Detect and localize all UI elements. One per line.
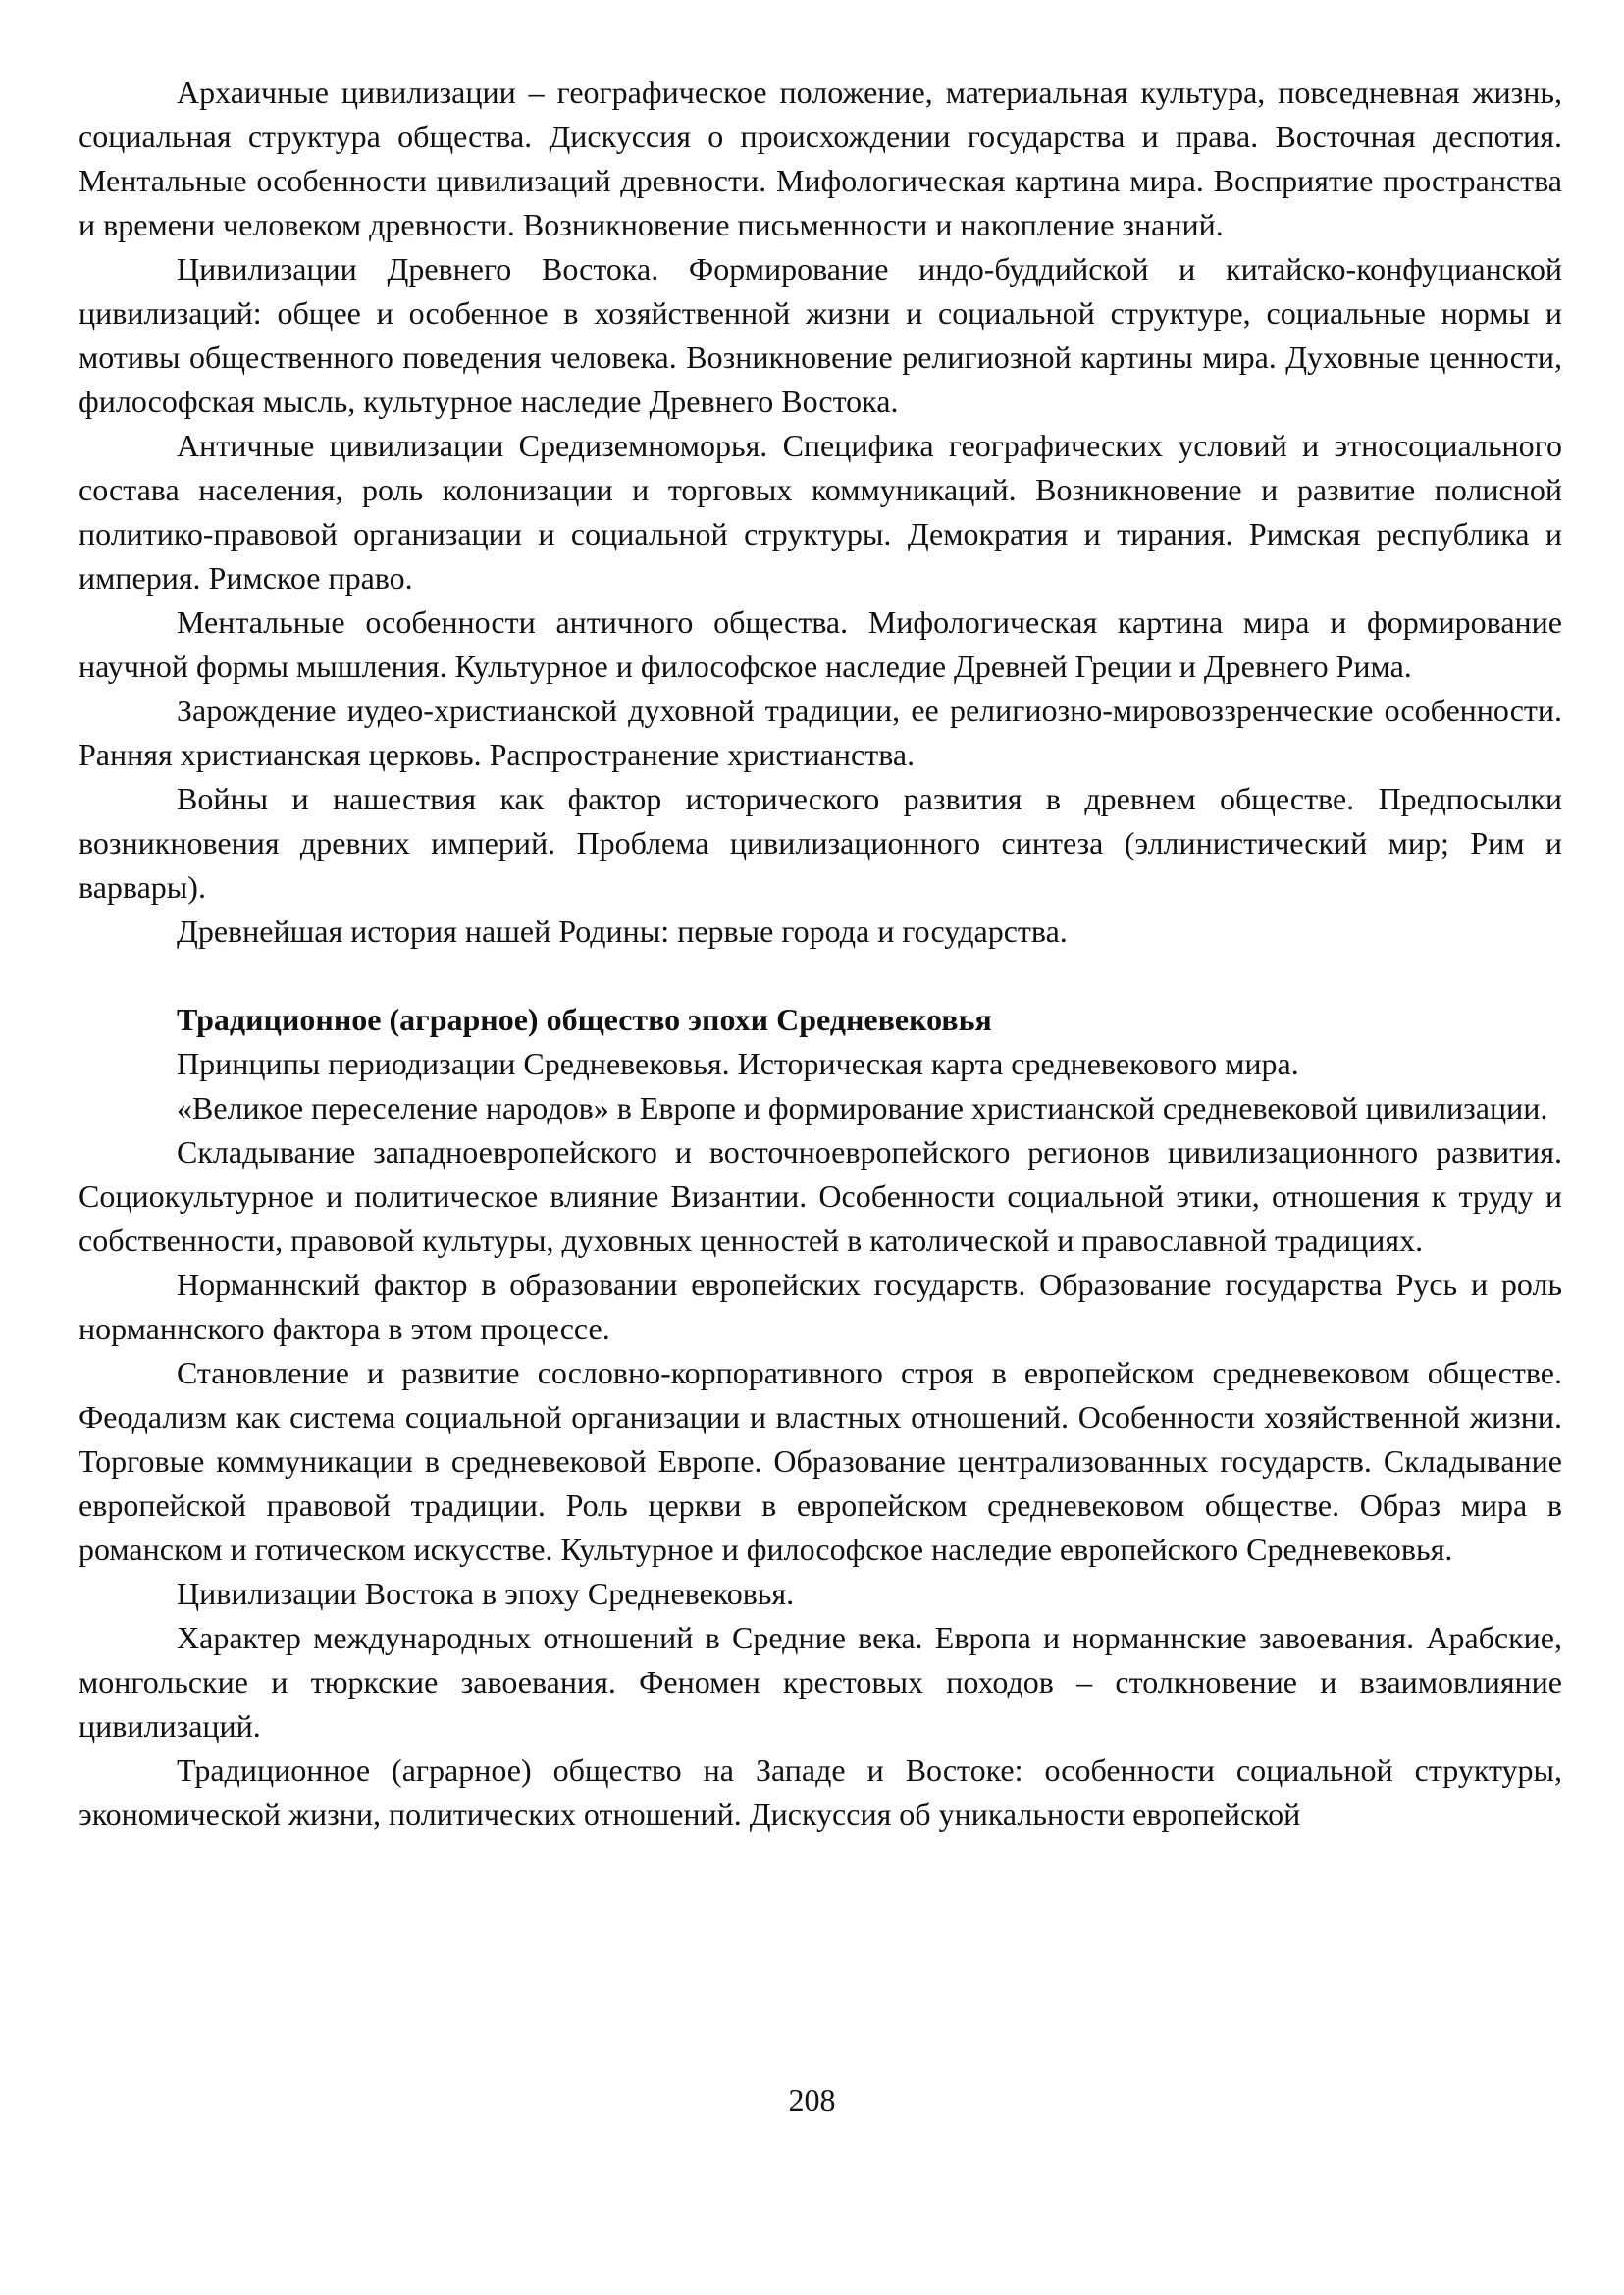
section-spacer — [79, 954, 1562, 998]
paragraph-ancient-east: Цивилизации Древнего Востока. Формирование индо-буддийской и китайско-конфуцианской цивилизаций: общее и особенное в хозяйственной жизни и социальной структуре, социальные нормы и мотивы общественного поведения человека. Возникновение религиозной картины мира. Духовные ценности, философская мысль, культурное наследие Древнего Востока. — [79, 251, 1562, 419]
paragraph-ancient-homeland: Древнейшая история нашей Родины: первые города и государства. — [177, 913, 1068, 949]
paragraph-wars-invasions: Войны и нашествия как фактор исторического развития в древнем обществе. Предпосылки возникновения древних империй. Проблема цивилизационного синтеза (эллинистический мир; Рим и варвары). — [79, 781, 1562, 905]
paragraph-christian-tradition: Зарождение иудео-христианской духовной традиции, ее религиозно-мировоззренческие особенности. Ранняя христианская церковь. Распространение христианства. — [79, 693, 1562, 772]
paragraph-archaic-civilizations: Архаичные цивилизации – географическое положение, материальная культура, повседневная жизнь, социальная структура общества. Дискуссия о происхождении государства и права. Восточная деспотия. Ментальные особенности цивилизаций древности. Мифологическая картина мира. Восприятие пространства и времени человеком древности. Возникновение письменности и накопление знаний. — [79, 75, 1562, 242]
paragraph-traditional-society: Традиционное (аграрное) общество на Западе и Востоке: особенности социальной структуры, экономической жизни, политических отношений. Дискуссия об уникальности европейской — [79, 1752, 1562, 1832]
paragraph-regions: Складывание западноевропейского и восточноевропейского регионов цивилизационного развития. Социокультурное и политическое влияние Византии. Особенности социальной этики, отношения к труду и собственности, правовой культуры, духовных ценностей в католической и православной традициях. — [79, 1134, 1562, 1258]
section-heading-medieval: Традиционное (аграрное) общество эпохи Средневековья — [177, 1002, 992, 1037]
paragraph-feudalism: Становление и развитие сословно-корпоративного строя в европейском средневековом обществе. Феодализм как система социальной организации и властных отношений. Особенности хозяйственной жизни. Торговые коммуникации в средневековой Европе. Образование централизованных государств. Складывание европейской правовой традиции. Роль церкви в европейском средневековом обществе. Образ мира в романском и готическом искусстве. Культурное и философское наследие европейского Средневековья. — [79, 1355, 1562, 1567]
paragraph-great-migration: «Великое переселение народов» в Европе и формирование христианской средневековой цивилизации. — [177, 1090, 1548, 1125]
paragraph-antique-civilizations: Античные цивилизации Средиземноморья. Специфика географических условий и этносоциального состава населения, роль колонизации и торговых коммуникаций. Возникновение и развитие полисной политико-правовой организации и социальной структуры. Демократия и тирания. Римская республика и империя. Римское право. — [79, 428, 1562, 596]
paragraph-norman-factor: Норманнский фактор в образовании европейских государств. Образование государства Русь и роль норманнского фактора в этом процессе. — [79, 1267, 1562, 1346]
paragraph-eastern-civilizations: Цивилизации Востока в эпоху Средневековья. — [177, 1576, 795, 1611]
document-page — [79, 71, 1562, 1837]
page-number: 208 — [788, 2082, 836, 2117]
paragraph-periodization: Принципы периодизации Средневековья. Историческая карта средневекового мира. — [177, 1046, 1299, 1081]
paragraph-international-relations: Характер международных отношений в Средние века. Европа и норманнские завоевания. Арабские, монгольские и тюркские завоевания. Феномен крестовых походов – столкновение и взаимовлияние цивилизаций. — [79, 1620, 1562, 1744]
paragraph-antique-mentality: Ментальные особенности античного общества. Мифологическая картина мира и формирование научной формы мышления. Культурное и философское наследие Древней Греции и Древнего Рима. — [79, 604, 1562, 684]
